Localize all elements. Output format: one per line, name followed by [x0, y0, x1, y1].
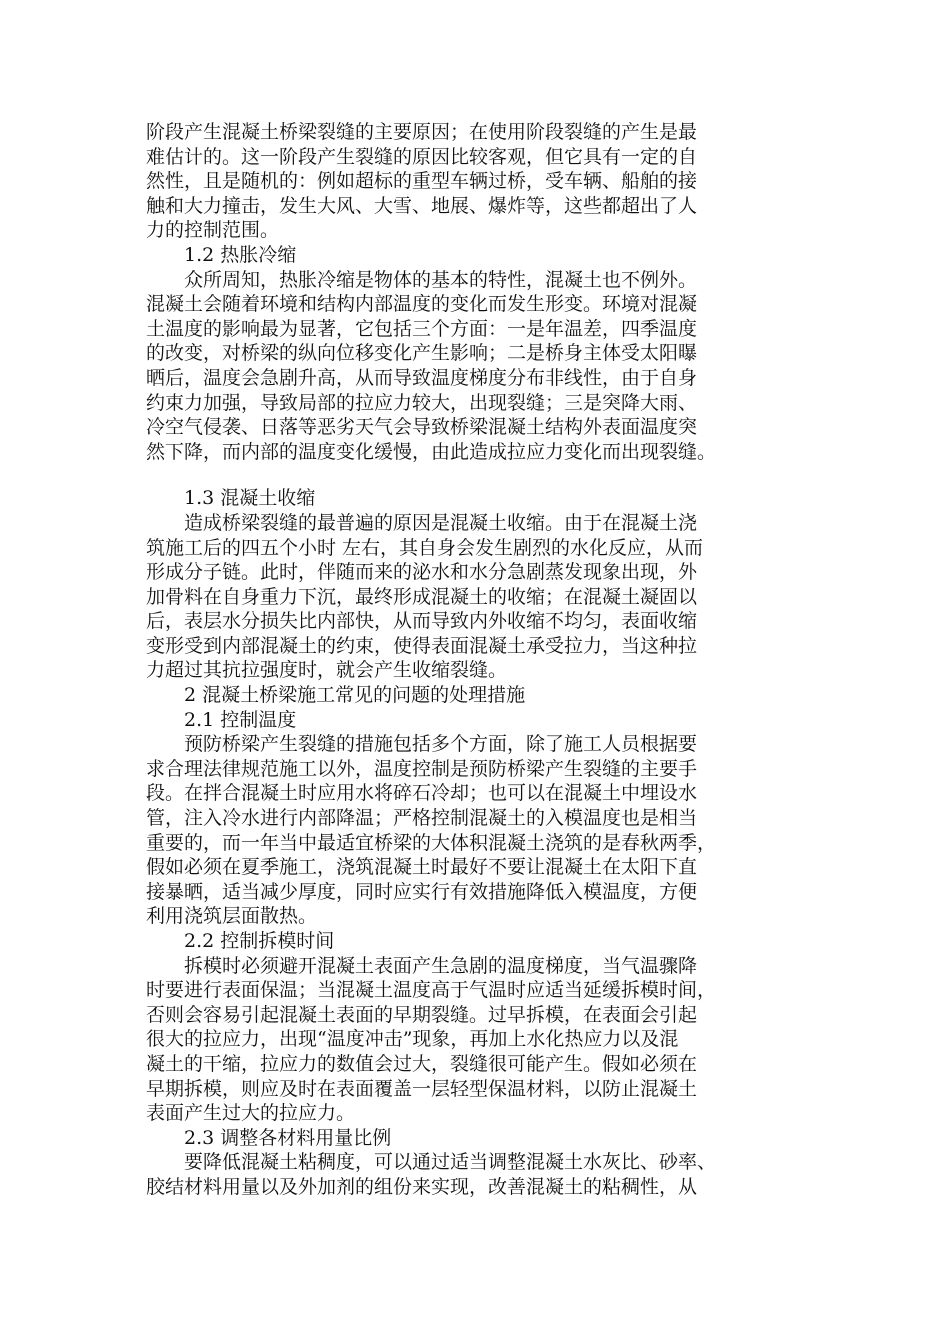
text-line: 造成桥梁裂缝的最普遍的原因是混凝土收缩。由于在混凝土浇: [184, 511, 698, 534]
text-line: 触和大力撞击，发生大风、大雪、地展、爆炸等，这些都超出了人: [146, 194, 698, 217]
text-line: 混凝土会随着环境和结构内部温度的变化而发生形变。环境对混凝: [146, 293, 698, 316]
paragraph: [146, 511, 804, 683]
text-line: 表面产生过大的拉应力。: [146, 1102, 356, 1125]
text-line: 冷空气侵袭、日落等恶劣天气会导致桥梁混凝土结构外表面温度突: [146, 416, 698, 439]
section-heading: 2.2 控制拆模时间: [184, 930, 335, 952]
section-heading: 1.2 热胀冷缩: [184, 243, 297, 266]
paragraph: [146, 120, 804, 243]
text-line: 晒后，温度会急剧升高，从而导致温度梯度分布非线性，由于自身: [146, 366, 698, 389]
text-line: 利用浇筑层面散热。: [146, 905, 318, 928]
paragraph-gap: [146, 464, 804, 486]
text-line: 土温度的影响最为显著，它包括三个方面：一是年温差，四季温度: [146, 317, 698, 340]
text-line: 要降低混凝土粘稠度，可以通过适当调整混凝土水灰比、砂率、: [184, 1151, 717, 1174]
text-line: 阶段产生混凝土桥梁裂缝的主要原因；在使用阶段裂缝的产生是最: [146, 121, 698, 143]
section-heading: 2.1 控制温度: [184, 708, 297, 731]
document-body: [146, 120, 804, 1200]
text-line: 时要进行表面保温；当混凝土温度高于气温时应适当延缓拆模时间，: [146, 979, 717, 1002]
text-line: 变形受到内部混凝土的约束，使得表面混凝土承受拉力，当这种拉: [146, 634, 698, 657]
text-line: 段。在拌合混凝土时应用水将碎石冷却；也可以在混凝土中埋设水: [146, 782, 698, 805]
text-line: 然性，且是随机的：例如超标的重型车辆过桥，受车辆、船舶的接: [146, 170, 698, 193]
text-line: 接暴晒，适当减少厚度，同时应实行有效措施降低入模温度，方便: [146, 880, 698, 903]
text-line: 胶结材料用量以及外加剂的组份来实现，改善混凝土的粘稠性，从: [146, 1175, 698, 1198]
paragraph: [146, 268, 804, 465]
text-line: 力的控制范围。: [146, 219, 280, 242]
paragraph: [146, 954, 804, 1126]
text-line: 很大的拉应力，出现“温度冲击”现象，再加上水化热应力以及混: [146, 1028, 679, 1051]
text-line: 早期拆模，则应及时在表面覆盖一层轻型保温材料，以防止混凝土: [146, 1077, 698, 1100]
text-line: 凝土的干缩，拉应力的数值会过大，裂缝很可能产生。假如必须在: [146, 1052, 698, 1075]
paragraph: [146, 1150, 804, 1199]
text-line: 否则会容易引起混凝土表面的早期裂缝。过早拆模，在表面会引起: [146, 1003, 698, 1026]
text-line: 预防桥梁产生裂缝的措施包括多个方面，除了施工人员根据要: [184, 733, 698, 756]
text-line: 管，注入冷水进行内部降温；严格控制混凝土的入模温度也是相当: [146, 807, 698, 830]
text-line: 形成分子链。此时，伴随而来的泌水和水分急剧蒸发现象出现，外: [146, 561, 698, 584]
text-line: 难估计的。这一阶段产生裂缝的原因比较客观，但它具有一定的自: [146, 145, 698, 168]
text-line: 众所周知，热胀冷缩是物体的基本的特性，混凝土也不例外。: [184, 268, 698, 291]
text-line: 然下降，而内部的温度变化缓慢，由此造成拉应力变化而出现裂缝。: [146, 440, 717, 463]
text-line: 拆模时必须避开混凝土表面产生急剧的温度梯度，当气温骤降: [184, 954, 698, 977]
text-line: 重要的，而一年当中最适宜桥梁的大体积混凝土浇筑的是春秋两季，: [146, 831, 717, 854]
section-heading: 2 混凝土桥梁施工常见的问题的处理措施: [184, 684, 526, 707]
text-line: 假如必须在夏季施工，浇筑混凝土时最好不要让混凝土在太阳下直: [146, 856, 698, 879]
section-heading: 2.3 调整各材料用量比例: [184, 1126, 392, 1149]
text-line: 约束力加强，导致局部的拉应力较大，出现裂缝；三是突降大雨、: [146, 391, 698, 414]
text-line: 求合理法律规范施工以外，温度控制是预防桥梁产生裂缝的主要手: [146, 757, 698, 780]
paragraph: [146, 732, 804, 929]
text-line: 力超过其抗拉强度时，就会产生收缩裂缝。: [146, 659, 508, 682]
text-line: 的改变，对桥梁的纵向位移变化产生影响；二是桥身主体受太阳曝: [146, 342, 698, 365]
section-heading: 1.3 混凝土收缩: [184, 487, 316, 510]
text-line: 加骨料在自身重力下沉，最终形成混凝土的收缩；在混凝土凝固以: [146, 585, 698, 608]
text-line: 后，表层水分损失比内部快，从而导致内外收缩不均匀，表面收缩: [146, 610, 698, 633]
text-line: 筑施工后的四五个小时 左右，其自身会发生剧烈的水化反应，从而: [146, 536, 704, 559]
